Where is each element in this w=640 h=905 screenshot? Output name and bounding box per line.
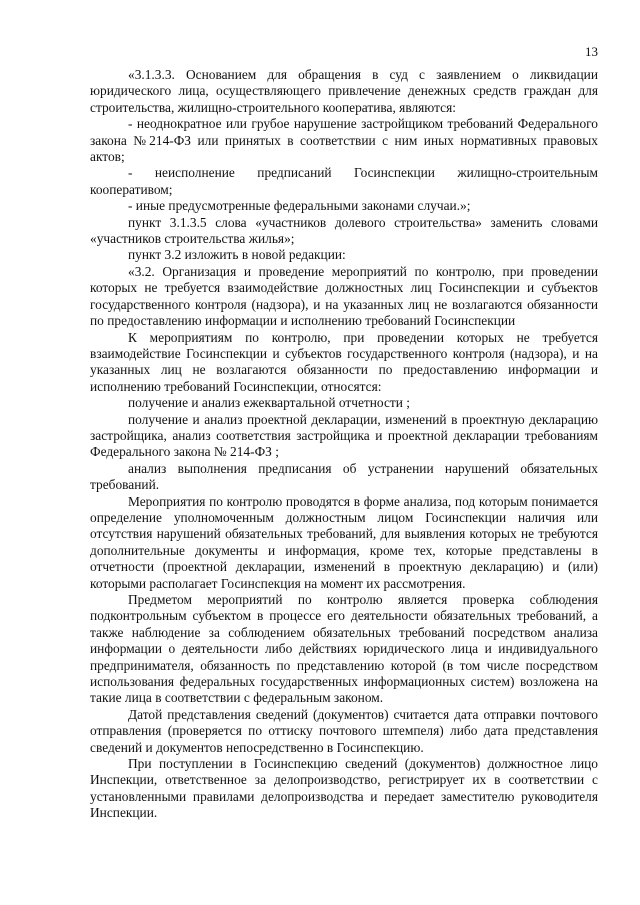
paragraph: Датой представления сведений (документов) считается дата отправки почтового отправления (проверяется по оттиску почтового штемпеля) либо дата представления сведений и документов непосредственно в Госинспекцию.	[90, 706, 598, 755]
paragraph: «3.1.3.3. Основанием для обращения в суд с заявлением о ликвидации юридического лица, осуществляющего привлечение денежных средств граждан для строительства, жилищно-строительного кооператива, являются:	[90, 67, 598, 115]
paragraph: анализ выполнения предписания об устранении нарушений обязательных требований.	[90, 460, 598, 493]
paragraph: получение и анализ ежеквартальной отчетности ;	[128, 395, 410, 411]
page-number: 13	[585, 44, 598, 59]
paragraph: При поступлении в Госинспекцию сведений (документов) должностное лицо Инспекции, ответственное за делопроизводство, регистрирует их в соответствии с установленными правилами делопроизводства и передает заместителю руководителя Инспекции.	[90, 756, 598, 821]
document-body	[90, 67, 598, 822]
paragraph: получение и анализ проектной декларации, изменений в проектную декларацию застройщика, анализ соответствия застройщика и проектной декларации требованиям Федерального закона № 214-ФЗ ;	[90, 411, 598, 460]
paragraph: «3.2. Организация и проведение мероприятий по контролю, при проведении которых не требуется взаимодействие должностных лиц Госинспекции и субъектов государственного контроля (надзора), и на указанных лиц не возлагаются обязанности по предоставлению информации и исполнению требований Госинспекции	[90, 263, 598, 329]
paragraph: - иные предусмотренные федеральными законами случаи.»;	[128, 198, 471, 214]
paragraph: - неисполнение предписаний Госинспекции жилищно-строительным кооперативом;	[90, 165, 598, 197]
paragraph: Мероприятия по контролю проводятся в форме анализа, под которым понимается определение уполномоченным должностным лицом Госинспекции наличия или отсутствия нарушений обязательных требований, для выявления которых не требуются дополнительные документы и информация, кроме тех, которые представлены в отчетности (проектной декларации, изменений в проектную декларацию) и (или) которыми располагает Госинспекция на момент их рассмотрения.	[90, 493, 598, 591]
paragraph: - неоднократное или грубое нарушение застройщиком требований Федерального закона №214-ФЗ или принятых в соответствии с ним иных нормативных правовых актов;	[90, 116, 598, 165]
paragraph: К мероприятиям по контролю, при проведении которых не требуется взаимодействие Госинспекции и субъектов государственного контроля (надзора), и на указанных лиц не возлагаются обязанности по предоставлению информации и исполнению требований Госинспекции, относятся:	[90, 329, 598, 394]
paragraph: пункт 3.1.3.5 слова «участников долевого строительства» заменить словами «участников строительства жилья»;	[90, 214, 598, 247]
paragraph: Предметом мероприятий по контролю является проверка соблюдения подконтрольным субъектом в процессе его деятельности обязательных требований, а также наблюдение за соблюдением обязательных требований посредством анализа информации о деятельности либо действиях юридического лица и индивидуального предпринимателя, обязанность по представлению которой (в том числе посредством использования федеральных государственных информационных систем) возложена на такие лица в соответствии с федеральным законом.	[90, 592, 598, 706]
paragraph: пункт 3.2 изложить в новой редакции:	[128, 247, 346, 263]
